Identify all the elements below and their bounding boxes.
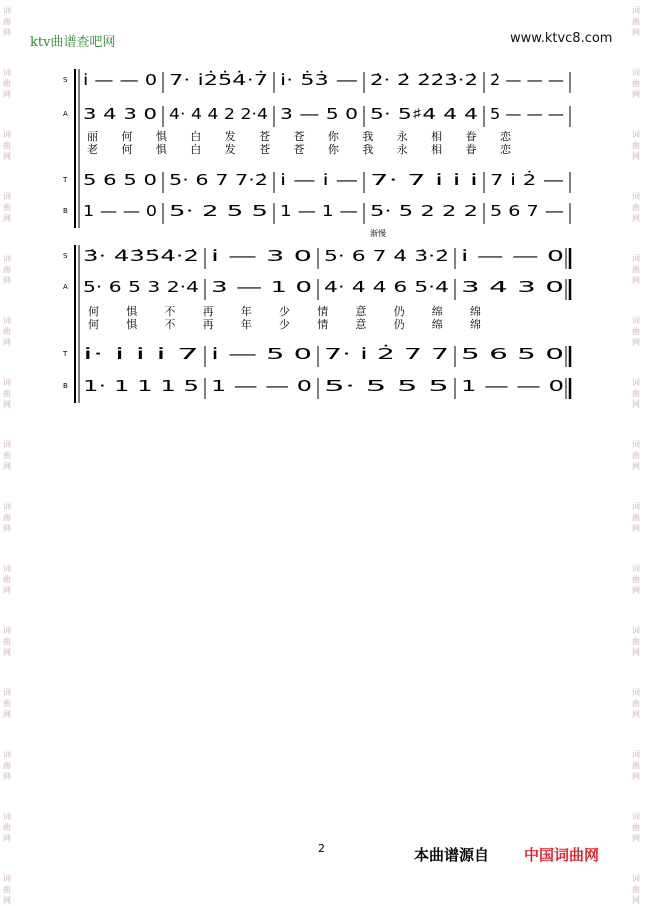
watermark-char: 词: [632, 874, 640, 883]
source-name[interactable]: 中国词曲网: [524, 846, 600, 864]
lyric-char: 绵: [470, 318, 481, 331]
lyric-char: 惧: [155, 130, 167, 143]
watermark-char: 词: [632, 502, 640, 511]
system-1: [62, 69, 570, 228]
watermark-char: 词: [632, 130, 640, 139]
watermark-char: 曲: [3, 265, 11, 274]
watermark-char: 词: [632, 254, 640, 263]
watermark-char: 曲: [632, 885, 640, 894]
watermark-char: 网: [3, 834, 11, 843]
measure-notes: 1 — — 0: [461, 377, 564, 395]
lyric-char: 少: [279, 305, 290, 318]
measure-notes: 3 — 1 0: [211, 278, 312, 296]
page-number: 2: [318, 842, 325, 855]
measure-notes: 4· 4 4 6 5·4: [324, 278, 449, 296]
lyric-char: 不: [164, 318, 176, 331]
watermark-char: 曲: [632, 265, 640, 274]
voice-label: A: [63, 110, 68, 118]
lyric-char: 仍: [393, 318, 405, 331]
watermark-char: 网: [632, 772, 640, 781]
watermark-char: 词: [632, 750, 640, 759]
voice-label: S: [63, 76, 68, 84]
lyric-char: 年: [240, 318, 252, 331]
lyric-char: 苍: [259, 143, 271, 156]
watermark-char: 词: [632, 564, 640, 573]
watermark-char: 网: [632, 400, 640, 409]
lyric-char: 不: [164, 305, 176, 318]
lyric-char: 绵: [431, 318, 443, 331]
measure-notes: 3 4 3 0: [461, 278, 564, 296]
measure-notes: 5· 6 5 3 2·4: [83, 278, 199, 296]
lyric-char: 永: [396, 143, 408, 156]
lyric-char: 何: [121, 130, 133, 143]
measure-notes: 5 6 7 —: [490, 202, 564, 220]
lyric-char: 眷: [465, 143, 477, 156]
lyric-char: 丽: [87, 130, 98, 143]
voice-label: T: [63, 350, 68, 358]
measure-notes: 5 — — —: [490, 105, 564, 123]
watermark-char: 曲: [632, 203, 640, 212]
watermark-char: 网: [632, 710, 640, 719]
watermark-char: 曲: [632, 389, 640, 398]
watermark-char: 词: [3, 440, 11, 449]
measure-notes: 3̇· 4̇3̇5̇4̇·2̇: [83, 247, 199, 265]
watermark-char: 曲: [632, 761, 640, 770]
measure-notes: 2̇· 2̇ 2̇2̇3̇·2̇: [370, 71, 478, 89]
lyric-char: 我: [362, 143, 374, 156]
watermark-char: 网: [3, 586, 11, 595]
watermark-char: 词: [632, 378, 640, 387]
watermark-char: 曲: [632, 699, 640, 708]
watermark-char: 曲: [632, 575, 640, 584]
watermark-char: 网: [632, 462, 640, 471]
measure-notes: 1· 1 1 1 5: [83, 377, 199, 395]
watermark-char: 网: [632, 28, 640, 37]
watermark-char: 曲: [3, 699, 11, 708]
watermark-char: 曲: [3, 761, 11, 770]
measure-notes: 7· i̇2̇5̇4̇·7̇: [169, 71, 268, 89]
measure-notes: 1 — — 0: [211, 377, 312, 395]
tempo-mark: 渐慢: [370, 229, 386, 238]
lyric-char: 苍: [293, 130, 305, 143]
watermark-char: 网: [3, 710, 11, 719]
lyric-char: 眷: [465, 130, 477, 143]
watermark-char: 网: [632, 90, 640, 99]
watermark-char: 网: [3, 772, 11, 781]
site-url[interactable]: www.ktvc8.com: [510, 31, 613, 46]
watermark-char: 曲: [632, 451, 640, 460]
watermark-char: 网: [3, 896, 11, 905]
measure-notes: 7· i̇ 2̇ 7 7: [324, 345, 449, 363]
voice-label: B: [63, 382, 68, 390]
lyric-char: 恋: [500, 130, 511, 143]
lyric-char: 绵: [431, 305, 443, 318]
watermark-char: 词: [3, 688, 11, 697]
lyric-char: 白: [190, 130, 202, 143]
watermark-char: 曲: [3, 885, 11, 894]
lyric-char: 惧: [126, 305, 138, 318]
measure-notes: 5· 5 5 5: [324, 377, 449, 395]
watermark-char: 词: [3, 626, 11, 635]
watermark-char: 网: [3, 28, 11, 37]
measure-notes: 5· 2 5 5: [169, 202, 268, 220]
watermark-char: 网: [632, 834, 640, 843]
measure-notes: i̇ — — 0: [83, 71, 157, 89]
source-label: 本曲谱源自: [414, 846, 490, 864]
watermark-char: 曲: [632, 327, 640, 336]
watermark-char: 词: [632, 192, 640, 201]
lyric-char: 再: [202, 318, 214, 331]
watermark-char: 网: [3, 400, 11, 409]
lyric-char: 情: [317, 318, 329, 331]
watermark-char: 曲: [3, 637, 11, 646]
watermark-char: 词: [3, 254, 11, 263]
lyric-char: 意: [355, 305, 367, 318]
system-2: [62, 228, 570, 403]
measure-notes: i̇ — 5 0: [211, 345, 312, 363]
lyric-char: 仍: [393, 305, 405, 318]
measure-notes: 5· 5 2 2 2: [370, 202, 478, 220]
measure-notes: 5· 6 7 7·2̇: [169, 171, 268, 189]
lyric-char: 白: [190, 143, 202, 156]
watermark-char: 曲: [3, 17, 11, 26]
measure-notes: i̇ — i̇ —: [280, 171, 358, 189]
watermark-char: 词: [632, 440, 640, 449]
measure-notes: i̇· 5̇3̇ —: [280, 71, 358, 89]
watermark-char: 曲: [3, 327, 11, 336]
watermark-char: 词: [632, 316, 640, 325]
measure-notes: 2̇ — — —: [490, 71, 564, 89]
measure-notes: i̇ — — 0: [461, 247, 564, 265]
lyric-char: 惧: [155, 143, 167, 156]
lyric-char: 相: [431, 130, 443, 143]
watermark-char: 网: [3, 276, 11, 285]
watermark-char: 网: [3, 524, 11, 533]
watermark-char: 曲: [3, 389, 11, 398]
lyric-char: 绵: [470, 305, 481, 318]
measure-notes: 3 4 3 0: [83, 105, 157, 123]
measure-notes: i̇ — 3 0: [211, 247, 312, 265]
watermark-char: 词: [632, 626, 640, 635]
lyric-char: 少: [279, 318, 290, 331]
watermark-char: 曲: [632, 141, 640, 150]
lyric-char: 何: [121, 143, 133, 156]
watermark-char: 词: [3, 564, 11, 573]
voice-label: S: [63, 252, 68, 260]
measure-notes: 5 6 5 0: [83, 171, 157, 189]
watermark-char: 曲: [3, 79, 11, 88]
lyric-char: 相: [431, 143, 443, 156]
voice-label: T: [63, 176, 68, 184]
lyric-char: 年: [240, 305, 252, 318]
watermark-char: 词: [3, 316, 11, 325]
watermark-char: 曲: [3, 513, 11, 522]
watermark-char: 词: [3, 750, 11, 759]
watermark-char: 曲: [3, 575, 11, 584]
lyric-char: 惧: [126, 318, 138, 331]
lyric-char: 发: [224, 143, 236, 156]
watermark-char: 网: [632, 152, 640, 161]
lyric-char: 恋: [500, 143, 511, 156]
measure-notes: 5 6 5 0: [461, 345, 564, 363]
watermark-char: 词: [3, 502, 11, 511]
watermark-char: 词: [3, 192, 11, 201]
site-name[interactable]: ktv曲谱查吧网: [30, 35, 116, 50]
lyric-char: 苍: [259, 130, 271, 143]
lyric-char: 苍: [293, 143, 305, 156]
lyric-char: 发: [224, 130, 236, 143]
lyric-char: 你: [327, 143, 339, 156]
lyric-char: 情: [317, 305, 329, 318]
measure-notes: i̇· i̇ i̇ i̇ 7: [83, 345, 199, 363]
watermark-char: 网: [3, 90, 11, 99]
watermark-char: 词: [3, 68, 11, 77]
watermark-char: 词: [3, 812, 11, 821]
watermark-char: 网: [3, 152, 11, 161]
lyric-char: 意: [355, 318, 367, 331]
measure-notes: 3 — 5 0: [280, 105, 358, 123]
lyric-char: 老: [87, 143, 98, 156]
watermark-char: 网: [632, 214, 640, 223]
measure-notes: 1 — 1 —: [280, 202, 358, 220]
watermark-char: 网: [632, 586, 640, 595]
watermark-char: 词: [632, 688, 640, 697]
watermark-char: 曲: [632, 823, 640, 832]
measure-notes: 7· 7 i̇ i̇ i̇: [370, 171, 478, 189]
lyric-char: 再: [202, 305, 214, 318]
watermark-char: 曲: [632, 513, 640, 522]
watermark-char: 曲: [3, 203, 11, 212]
lyric-char: 我: [362, 130, 374, 143]
watermark-char: 曲: [632, 79, 640, 88]
watermark-char: 曲: [3, 141, 11, 150]
watermark-char: 词: [632, 812, 640, 821]
watermark-char: 曲: [3, 823, 11, 832]
watermark-char: 网: [632, 276, 640, 285]
voice-label: A: [63, 283, 68, 291]
watermark-char: 词: [632, 6, 640, 15]
watermark-char: 网: [632, 648, 640, 657]
lyric-char: 你: [327, 130, 339, 143]
watermark-char: 网: [632, 338, 640, 347]
measure-notes: 5· 6 7 4̇ 3̇·2̇: [324, 247, 449, 265]
watermark-char: 网: [3, 214, 11, 223]
watermark-char: 网: [3, 462, 11, 471]
watermark-char: 曲: [632, 17, 640, 26]
voice-label: B: [63, 207, 68, 215]
measure-notes: 4· 4 4 2 2·4: [169, 105, 268, 123]
watermark-char: 网: [632, 896, 640, 905]
measure-notes: 1 — — 0: [83, 202, 157, 220]
watermark-char: 网: [3, 338, 11, 347]
watermark-char: 网: [632, 524, 640, 533]
watermark-char: 词: [3, 130, 11, 139]
watermark-char: 词: [632, 68, 640, 77]
lyric-char: 何: [88, 318, 99, 331]
lyric-char: 永: [396, 130, 408, 143]
measure-notes: 5· 5♯4 4 4: [370, 105, 478, 123]
watermark-char: 曲: [632, 637, 640, 646]
lyric-char: 何: [88, 305, 99, 318]
watermark-char: 词: [3, 6, 11, 15]
measure-notes: 7 i̇ 2̇ —: [490, 171, 564, 189]
watermark-char: 词: [3, 874, 11, 883]
watermark-char: 网: [3, 648, 11, 657]
watermark-char: 词: [3, 378, 11, 387]
watermark-char: 曲: [3, 451, 11, 460]
